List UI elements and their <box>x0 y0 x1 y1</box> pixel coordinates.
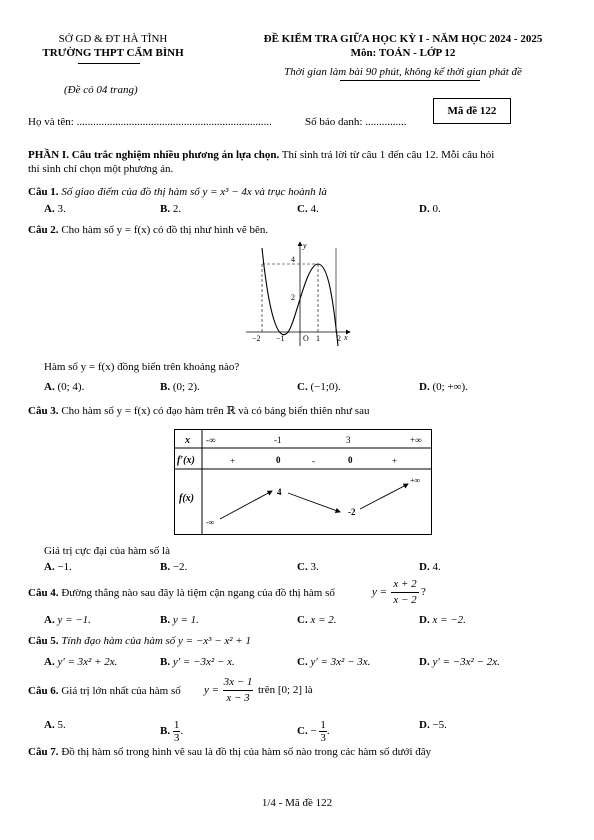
opt-label: A. <box>44 203 55 215</box>
q1-option-c[interactable] <box>297 203 319 215</box>
opt-text: (0; 4). <box>57 381 85 393</box>
opt-label: D. <box>419 381 430 393</box>
bbt-x-3: +∞ <box>410 435 422 445</box>
q6-b-num: 1 <box>173 719 180 731</box>
bbt-f-head: f(x) <box>179 493 194 504</box>
bbt-x-2: 3 <box>346 435 351 445</box>
opt-label: C. <box>297 656 308 668</box>
time-note: Thời gian làm bài 90 phút, không kể thời gian phát đề <box>284 66 522 78</box>
bbt-fp-head: f′(x) <box>177 455 195 466</box>
q4-option-a[interactable] <box>44 614 91 626</box>
opt-text: y′ = 3x² + 2x. <box>57 656 118 668</box>
opt-label: B. <box>160 561 171 573</box>
q4-label: Câu 4. <box>28 587 59 599</box>
bbt-sign-3: 0 <box>348 455 353 465</box>
opt-text: x = −2. <box>432 614 466 626</box>
q2-label: Câu 2. <box>28 224 59 236</box>
opt-label: A. <box>44 719 55 731</box>
q4-option-c[interactable] <box>297 614 337 626</box>
q6-range: trên [0; 2] là <box>258 684 313 696</box>
bbt-x-1: -1 <box>274 435 282 445</box>
opt-text: (0; +∞). <box>432 381 468 393</box>
q6-fraction-bar <box>223 690 253 691</box>
title-underline <box>340 80 480 81</box>
opt-label: A. <box>44 656 55 668</box>
q6-text: Giá trị lớn nhất của hàm số <box>61 685 181 697</box>
tick-xm2: −2 <box>252 334 261 343</box>
q3-option-b[interactable] <box>160 561 187 573</box>
q2-option-b[interactable] <box>160 381 200 393</box>
q4-denominator: x − 2 <box>393 594 417 606</box>
header-underline <box>78 63 140 64</box>
opt-label: B. <box>160 725 171 738</box>
opt-label: C. <box>297 381 308 393</box>
page-footer: 1/4 - Mã đề 122 <box>261 797 333 809</box>
q4-text: Đường thẳng nào sau đây là tiệm cận ngang của đồ thị hàm số <box>61 587 335 599</box>
bbt-x-0: -∞ <box>206 435 216 445</box>
q5-label: Câu 5. <box>28 635 59 647</box>
bbt-f-end: +∞ <box>410 476 421 485</box>
q4-option-b[interactable] <box>160 614 199 626</box>
exam-code-box: Mã đề 122 <box>433 98 511 124</box>
q3-sub-text: Giá trị cực đại của hàm số là <box>44 545 170 557</box>
name-field: Họ và tên: ....................................................................... <box>28 116 272 128</box>
opt-label: A. <box>44 561 55 573</box>
bbt-sign-2: - <box>312 456 315 466</box>
q5-option-c[interactable] <box>297 656 370 668</box>
arrow-up-2 <box>360 484 408 509</box>
tick-y2: 2 <box>291 293 295 302</box>
question-2 <box>28 223 573 237</box>
opt-label: C. <box>297 203 308 215</box>
origin-label: O <box>303 334 309 343</box>
part1-instruction-2: thí sinh chỉ chọn một phương án. <box>28 163 174 175</box>
q5-option-a[interactable] <box>44 656 117 668</box>
q2-sub-text: Hàm số y = f(x) đồng biến trên khoảng nào? <box>44 361 240 373</box>
opt-text: (0; 2). <box>172 381 200 393</box>
bbt-sign-1: 0 <box>276 455 281 465</box>
q6-denominator: x − 3 <box>226 692 250 704</box>
opt-text: y = −1. <box>57 614 91 626</box>
q5-option-d[interactable] <box>419 656 500 668</box>
q5-text: Tính đạo hàm của hàm số y = −x³ − x² + 1 <box>61 635 251 647</box>
q7-text: Đồ thị hàm số trong hình vẽ sau là đồ thị của hàm số nào trong các hàm số dưới đây <box>61 746 432 758</box>
opt-text: 4. <box>310 203 319 215</box>
bbt-sign-0: + <box>230 456 236 466</box>
exam-title: ĐỀ KIỂM TRA GIỮA HỌC KỲ I - NĂM HỌC 2024 - 2025 <box>263 33 543 45</box>
opt-label: C. <box>297 561 308 573</box>
q6-option-d[interactable] <box>419 719 447 731</box>
opt-text: 2. <box>172 203 182 215</box>
opt-label: A. <box>44 614 55 626</box>
opt-label: D. <box>419 614 430 626</box>
bbt-f-min: -2 <box>348 507 356 517</box>
opt-label: C. <box>297 614 308 626</box>
q7-label: Câu 7. <box>28 746 59 758</box>
dept-name: SỞ GD & ĐT HÀ TĨNH <box>58 33 168 45</box>
q2-option-d[interactable] <box>419 381 468 393</box>
arrow-down <box>288 493 340 512</box>
q6-c-den: 3 <box>320 732 326 744</box>
id-field: Số báo danh: ............... <box>305 116 407 128</box>
opt-label: D. <box>419 203 430 215</box>
q2-sub <box>44 360 589 374</box>
school-name: TRƯỜNG THPT CẨM BÌNH <box>42 47 184 59</box>
bbt-f-start: -∞ <box>206 518 215 527</box>
q2-option-c[interactable] <box>297 381 341 393</box>
q4-fraction-bar <box>391 592 419 593</box>
q6-label: Câu 6. <box>28 685 59 697</box>
opt-text: 3. <box>310 561 319 573</box>
opt-text: −5. <box>432 719 447 731</box>
x-axis-label: x <box>344 333 348 342</box>
q1-option-b[interactable] <box>160 203 181 215</box>
question-7 <box>28 745 573 759</box>
opt-text: 0. <box>432 203 441 215</box>
q1-option-d[interactable] <box>419 203 441 215</box>
q5-option-b[interactable] <box>160 656 235 668</box>
opt-label: A. <box>44 381 55 393</box>
q6-c-num: 1 <box>320 719 326 731</box>
opt-label: D. <box>419 561 430 573</box>
q1-option-a[interactable] <box>44 203 66 215</box>
q6-option-b[interactable]: B. $\frac{1}{3}$ . <box>160 719 184 744</box>
opt-label: C. <box>297 725 308 738</box>
opt-text: 4. <box>432 561 441 573</box>
opt-label: B. <box>160 656 171 668</box>
bbt-x-head: x <box>185 435 190 446</box>
question-4 <box>28 586 573 600</box>
tick-xm1: −1 <box>276 334 285 343</box>
q2-option-a[interactable] <box>44 381 84 393</box>
opt-label: B. <box>160 203 171 215</box>
q6-fn-y: y = <box>204 684 220 696</box>
opt-text: y = 1. <box>172 614 199 626</box>
bbt-f-max: 4 <box>277 487 282 497</box>
opt-text: y′ = −3x² − 2x. <box>432 656 500 668</box>
q1-text: Số giao điểm của đồ thị hàm số y = x³ − 4x và trục hoành là <box>61 186 327 198</box>
opt-label: D. <box>419 656 430 668</box>
tick-y4: 4 <box>291 255 295 264</box>
variation-table <box>174 429 432 535</box>
q4-fn-y: y = <box>372 586 388 598</box>
q3-option-d[interactable] <box>419 561 441 573</box>
question-1 <box>28 185 573 199</box>
opt-label: B. <box>160 381 171 393</box>
q3-option-a[interactable] <box>44 561 72 573</box>
opt-text: x = 2. <box>310 614 337 626</box>
part1-instructions <box>28 148 573 176</box>
q6-option-c[interactable]: C. − $\frac{1}{3}$ . <box>297 719 330 744</box>
bbt-sign-4: + <box>392 456 398 466</box>
q1-label: Câu 1. <box>28 186 59 198</box>
q3-sub <box>44 544 589 558</box>
opt-label: D. <box>419 719 430 731</box>
question-3 <box>28 404 573 418</box>
part1-title: PHẦN I. Câu trắc nghiệm nhiều phương án lựa chọn. <box>28 149 280 161</box>
q3-option-c[interactable] <box>297 561 319 573</box>
q6-option-a[interactable] <box>44 719 66 731</box>
opt-text: −1. <box>57 561 72 573</box>
question-5 <box>28 634 573 648</box>
opt-text: y′ = −3x² − x. <box>172 656 235 668</box>
q3-text: Cho hàm số y = f(x) có đạo hàm trên ℝ và có bảng biến thiên như sau <box>61 405 370 417</box>
opt-text: y′ = 3x² − 3x. <box>310 656 371 668</box>
opt-text: 3. <box>57 203 66 215</box>
q6-b-den: 3 <box>173 732 180 744</box>
opt-text: 5. <box>57 719 66 731</box>
function-graph <box>240 238 356 350</box>
q3-label: Câu 3. <box>28 405 59 417</box>
y-axis-label: y <box>303 241 307 250</box>
arrow-up-1 <box>220 491 272 519</box>
tick-x2: 2 <box>337 334 341 343</box>
q6-b-fraction <box>173 719 181 744</box>
q2-text: Cho hàm số y = f(x) có đồ thị như hình vẽ bên. <box>61 224 269 236</box>
q4-numerator: x + 2 <box>393 578 417 590</box>
q6-c-sign: − <box>310 725 317 738</box>
pages-note: (Đề có 04 trang) <box>64 84 138 96</box>
subject: Môn: TOÁN - LỚP 12 <box>350 47 456 59</box>
tick-x1: 1 <box>316 334 320 343</box>
opt-text: (−1;0). <box>310 381 341 393</box>
opt-text: −2. <box>172 561 188 573</box>
q4-option-d[interactable] <box>419 614 466 626</box>
part1-instruction-1: Thí sinh trả lời từ câu 1 đến câu 12. Mỗi câu hỏi <box>279 149 495 161</box>
opt-label: B. <box>160 614 171 626</box>
q6-c-fraction <box>319 719 327 744</box>
q4-qmark: ? <box>421 586 426 598</box>
q6-numerator: 3x − 1 <box>223 676 253 688</box>
